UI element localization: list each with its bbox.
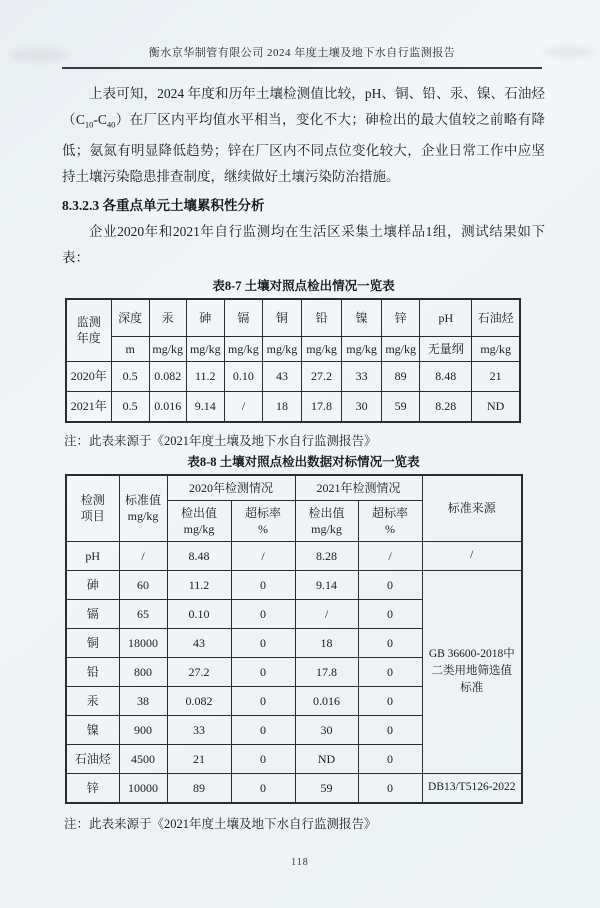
header-text: 项目 bbox=[80, 509, 105, 524]
table-row-2020 bbox=[66, 361, 520, 391]
header-text: mg/kg bbox=[183, 521, 215, 536]
table-8-7-note: 注：此表来源于《2021年度土壤及地下水自行监测报告》 bbox=[64, 433, 377, 448]
cell: 21 bbox=[167, 744, 231, 773]
header-copper: 铜 bbox=[262, 299, 301, 337]
cell: 0.5 bbox=[111, 361, 149, 391]
cell-item: 铜 bbox=[66, 628, 119, 657]
header-text: 超标率 bbox=[372, 505, 409, 520]
cell: 17.8 bbox=[295, 657, 358, 686]
header-ph: pH bbox=[420, 299, 472, 337]
unit-header: mg/kg bbox=[301, 336, 341, 361]
cell-item: 砷 bbox=[66, 570, 119, 599]
header-standard-value bbox=[119, 475, 167, 542]
unit-header: mg/kg bbox=[262, 336, 301, 361]
cell: 800 bbox=[119, 657, 167, 686]
cell-item: 汞 bbox=[66, 686, 119, 715]
cell: / bbox=[224, 391, 262, 422]
cell: 33 bbox=[342, 361, 382, 391]
cell: 18 bbox=[262, 391, 301, 422]
cell: 0 bbox=[231, 773, 295, 803]
subscript-c10: 10 bbox=[84, 119, 94, 130]
cell: 0 bbox=[231, 686, 295, 715]
unit-header: mg/kg bbox=[149, 336, 186, 361]
cell: 0.016 bbox=[295, 686, 358, 715]
cell: 0 bbox=[358, 744, 422, 773]
header-monitor-year bbox=[66, 299, 111, 362]
header-exceed-2020 bbox=[231, 500, 295, 541]
header-lead: 铅 bbox=[301, 299, 341, 337]
cell: 33 bbox=[167, 715, 231, 744]
unit-header: mg/kg bbox=[472, 336, 520, 361]
table-row-zinc bbox=[66, 773, 522, 803]
header-text: % bbox=[258, 521, 268, 536]
header-mercury: 汞 bbox=[149, 299, 186, 337]
header-nickel: 镍 bbox=[342, 299, 382, 337]
cell: ND bbox=[472, 391, 520, 422]
cell: 43 bbox=[167, 628, 231, 657]
cell: 43 bbox=[262, 361, 301, 391]
cell: 89 bbox=[167, 773, 231, 803]
cell-source-gb: GB 36600-2018中二类用地筛选值标准 bbox=[422, 570, 522, 773]
cell: 30 bbox=[295, 715, 358, 744]
cell: / bbox=[295, 599, 358, 628]
cell: 0.082 bbox=[167, 686, 231, 715]
header-depth: 深度 bbox=[111, 299, 149, 337]
header-detected-2020 bbox=[167, 500, 231, 541]
cell: 0.10 bbox=[224, 361, 262, 391]
cell: 8.28 bbox=[420, 391, 472, 422]
page-content bbox=[62, 81, 545, 832]
cell: 900 bbox=[119, 715, 167, 744]
paragraph-analysis bbox=[62, 81, 545, 190]
header-text: 检测 bbox=[80, 493, 105, 508]
paragraph-intro: 企业2020年和2021年自行监测均在生活区采集土壤样品1组，测试结果如下表： bbox=[62, 223, 545, 265]
page-number: 118 bbox=[291, 857, 309, 868]
table-8-8-note: 注：此表来源于《2021年度土壤及地下水自行监测报告》 bbox=[64, 816, 377, 831]
cell: 30 bbox=[342, 391, 382, 422]
header-zinc: 锌 bbox=[382, 299, 420, 337]
header-text: mg/kg bbox=[311, 521, 342, 536]
scanned-report-page bbox=[0, 44, 600, 908]
header-text: % bbox=[385, 521, 396, 536]
header-text: 超标率 bbox=[245, 505, 282, 520]
table-row-2021 bbox=[66, 391, 520, 422]
cell: 11.2 bbox=[167, 570, 231, 599]
subscript-c40: 40 bbox=[106, 119, 116, 130]
cell: / bbox=[231, 541, 295, 570]
cell: 0.016 bbox=[149, 391, 186, 422]
cell: 0 bbox=[231, 628, 295, 657]
unit-header: m bbox=[111, 336, 149, 361]
cell: 21 bbox=[472, 361, 520, 391]
cell-item: 石油烃 bbox=[66, 744, 119, 773]
unit-header: 无量纲 bbox=[420, 336, 472, 361]
cell: 4500 bbox=[119, 744, 167, 773]
cell: 8.48 bbox=[167, 541, 231, 570]
cell: ND bbox=[295, 744, 358, 773]
cell: 8.28 bbox=[295, 541, 358, 570]
table-header-row bbox=[66, 299, 520, 337]
table-8-8-caption: 表8-8 土壤对照点检出数据对标情况一览表 bbox=[187, 454, 420, 469]
cell: / bbox=[358, 541, 422, 570]
unit-header: mg/kg bbox=[224, 336, 262, 361]
cell: 0 bbox=[358, 657, 422, 686]
cell: 27.2 bbox=[301, 361, 341, 391]
cell: 17.8 bbox=[301, 391, 341, 422]
header-petroleum: 石油烃 bbox=[472, 299, 520, 337]
header-test-item bbox=[66, 475, 119, 542]
header-cadmium: 镉 bbox=[224, 299, 262, 337]
cell-year: 2020年 bbox=[66, 361, 111, 391]
header-arsenic: 砷 bbox=[186, 299, 224, 337]
cell: 18000 bbox=[119, 628, 167, 657]
cell: 0 bbox=[231, 657, 295, 686]
cell: 18 bbox=[295, 628, 358, 657]
cell: 11.2 bbox=[186, 361, 224, 391]
cell: 0 bbox=[231, 570, 295, 599]
cell: 0 bbox=[358, 628, 422, 657]
header-text: mg/kg bbox=[127, 509, 159, 524]
cell: / bbox=[119, 541, 167, 570]
header-text: 年度 bbox=[76, 331, 101, 346]
paragraph-text: ）在厂区内平均值水平相当，变化不大；砷检出的最大值较之前略有降低；氨氮有明显降低趋势；锌在厂区内不同点位变化较大，企业日常工作中应坚持土壤污染隐患排查制度，继续做好土壤污染防治措施。 bbox=[62, 112, 545, 184]
cell: 65 bbox=[119, 599, 167, 628]
unit-header: mg/kg bbox=[342, 336, 382, 361]
scan-artifact bbox=[10, 48, 70, 62]
unit-header: mg/kg bbox=[186, 336, 224, 361]
header-standard-source: 标准来源 bbox=[422, 475, 522, 542]
cell: 0 bbox=[358, 715, 422, 744]
unit-header: mg/kg bbox=[382, 336, 420, 361]
cell: 0 bbox=[358, 686, 422, 715]
cell: 0 bbox=[358, 599, 422, 628]
section-heading: 8.3.2.3 各重点单元土壤累积性分析 bbox=[62, 197, 265, 213]
cell: 0 bbox=[231, 599, 295, 628]
table-header-row bbox=[66, 475, 522, 501]
header-group-2021: 2021年检测情况 bbox=[295, 475, 422, 501]
cell-item: 锌 bbox=[66, 773, 119, 803]
cell: 0.10 bbox=[167, 599, 231, 628]
cell: 9.14 bbox=[186, 391, 224, 422]
scan-artifact bbox=[300, 50, 340, 60]
cell: 27.2 bbox=[167, 657, 231, 686]
header-text: 检出值 bbox=[308, 505, 345, 520]
cell-year: 2021年 bbox=[66, 391, 111, 422]
header-text: 标准值 bbox=[124, 493, 161, 508]
cell: 59 bbox=[382, 391, 420, 422]
cell: 89 bbox=[382, 361, 420, 391]
cell: 0 bbox=[231, 744, 295, 773]
table-row-ph bbox=[66, 541, 522, 570]
paragraph-text: 上表可知，2024 年度和历年土壤检测值比较，pH、铜、铅、汞、镍、石油烃（C bbox=[62, 86, 545, 127]
header-detected-2021 bbox=[295, 500, 358, 541]
cell: 0.082 bbox=[149, 361, 186, 391]
cell: 8.48 bbox=[420, 361, 472, 391]
cell: 60 bbox=[119, 570, 167, 599]
cell: 38 bbox=[119, 686, 167, 715]
cell-item: 镍 bbox=[66, 715, 119, 744]
header-text: 检出值 bbox=[180, 505, 217, 520]
report-header-title: 衡水京华制管有限公司 2024 年度土壤及地下水自行监测报告 bbox=[148, 47, 456, 59]
cell: 59 bbox=[295, 773, 358, 803]
cell: 10000 bbox=[119, 773, 167, 803]
table-8-7 bbox=[65, 298, 521, 423]
cell-item: 镉 bbox=[66, 599, 119, 628]
paragraph-text: -C bbox=[93, 112, 107, 127]
cell-source-ph: / bbox=[422, 541, 522, 570]
table-8-7-caption: 表8-7 土壤对照点检出情况一览表 bbox=[212, 278, 395, 293]
cell: 0.5 bbox=[111, 391, 149, 422]
header-text: 监测 bbox=[76, 315, 101, 330]
table-row-arsenic bbox=[66, 570, 522, 599]
cell-item: pH bbox=[66, 541, 119, 570]
cell: 0 bbox=[358, 773, 422, 803]
cell: 0 bbox=[358, 570, 422, 599]
table-unit-row bbox=[66, 336, 520, 361]
header-group-2020: 2020年检测情况 bbox=[167, 475, 295, 501]
cell: 0 bbox=[231, 715, 295, 744]
cell-item: 铅 bbox=[66, 657, 119, 686]
header-exceed-2021 bbox=[358, 500, 422, 541]
cell: 9.14 bbox=[295, 570, 358, 599]
cell-source-db: DB13/T5126-2022 bbox=[422, 773, 522, 803]
table-8-8 bbox=[65, 474, 523, 804]
scan-artifact bbox=[544, 46, 594, 58]
